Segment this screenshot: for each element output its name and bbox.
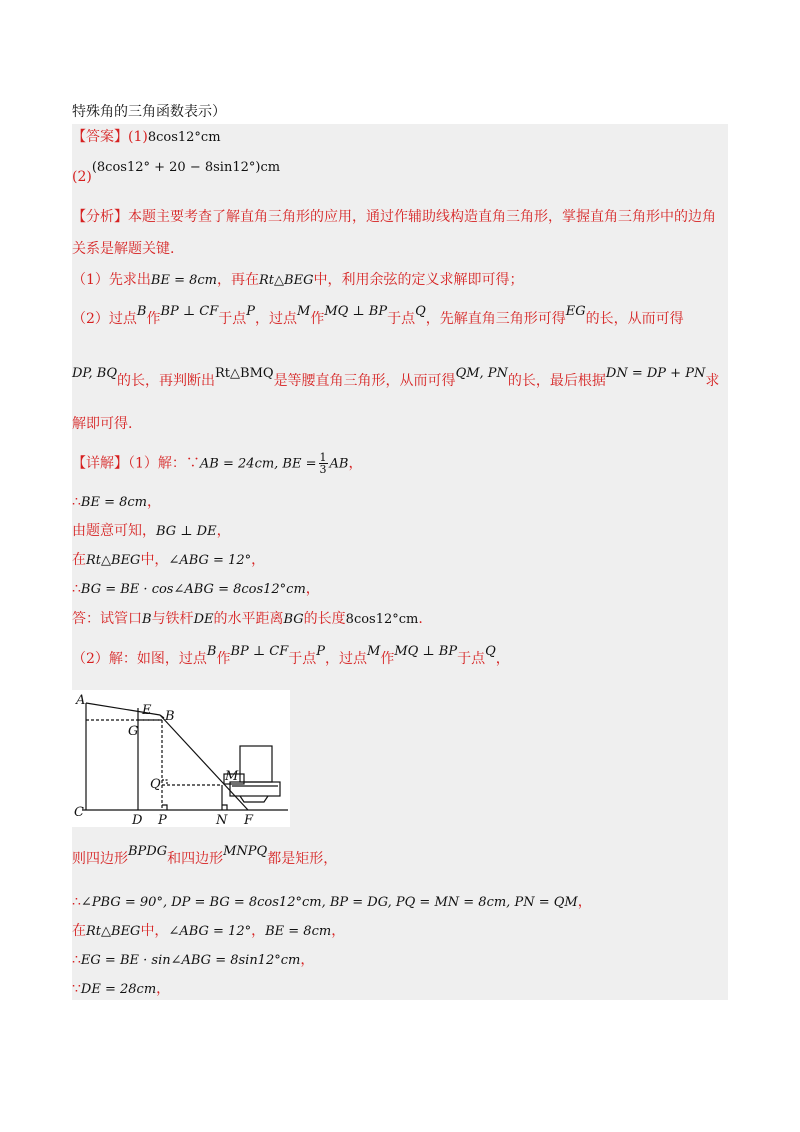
label-d: D [132, 813, 143, 827]
detail-line-3: 由题意可知，BG ⊥ DE， [72, 523, 231, 539]
detail-line-4: 在Rt△BEG中，∠ABG = 12°， [72, 552, 266, 568]
geometry-figure-svg [72, 690, 290, 827]
detail-line-12: ∵DE = 28cm， [72, 981, 171, 997]
detail-line-10: 在Rt△BEG中，∠ABG = 12°，BE = 8cm， [72, 923, 346, 939]
label-c: C [74, 805, 84, 820]
analysis-step-4: 解即可得. [72, 416, 133, 432]
detail-line-6: 答：试管口B与铁杆DE的水平距离BG的长度8cos12°cm. [72, 611, 423, 627]
analysis-line-1: 【分析】本题主要考查了解直角三角形的应用，通过作辅助线构造直角三角形，掌握直角三角形中的边角 [72, 209, 716, 225]
detail-line-9: ∴∠PBG = 90°, DP = BG = 8cos12°cm, BP = DG, PQ = MN = 8cm, PN = QM， [72, 894, 592, 910]
detail-line-2: ∴BE = 8cm， [72, 494, 162, 510]
beaker-upper [240, 746, 272, 782]
label-e: E [142, 703, 152, 718]
detail-line-5: ∴BG = BE · cos∠ABG = 8cos12°cm， [72, 581, 320, 597]
label-g: G [128, 724, 139, 739]
geometry-figure [72, 690, 290, 827]
detail-line-11: ∴EG = BE · sin∠ABG = 8sin12°cm， [72, 952, 315, 968]
detail-line-1: 【详解】（1）解：∵AB = 24cm, BE = $\frac{1}{3}$ AB， [72, 451, 363, 476]
analysis-line-2: 关系是解题关键. [72, 241, 175, 257]
analysis-step-2: （2）过点B作BP ⊥ CF于点P，过点M作MQ ⊥ BP于点Q，先解直角三角形可得EG的长，从而可得 [72, 304, 684, 327]
detail-line-7: （2）解：如图，过点B作BP ⊥ CF于点P，过点M作MQ ⊥ BP于点Q， [72, 644, 510, 667]
intro-text: 特殊角的三角函数表示） [72, 104, 226, 120]
right-angle-q [162, 780, 167, 785]
analysis-step-3: DP, BQ的长，再判断出Rt△BMQ是等腰直角三角形，从而可得QM, PN的长，最后根据DN = DP + PN求 [72, 366, 720, 389]
answer-tag: 【答案】 [72, 129, 128, 145]
label-q: Q [150, 777, 161, 792]
detail-tag: 【详解】 [72, 455, 128, 472]
label-p: P [158, 813, 167, 827]
fraction-one-third: $\frac{1}{3}$ [319, 451, 327, 476]
detail-line-8: 则四边形BPDG和四边形MNPQ都是矩形， [72, 844, 338, 867]
label-f: F [244, 813, 254, 827]
analysis-step-1: （1）先求出BE = 8cm，再在Rt△BEG中，利用余弦的定义求解即可得； [72, 272, 524, 288]
answer-line-2: (2)(8cos12° + 20 − 8sin12°)cm [72, 160, 281, 185]
label-m: M [225, 769, 239, 784]
right-angle-n [222, 805, 227, 810]
label-a: A [76, 693, 86, 708]
analysis-tag: 【分析】 [72, 209, 128, 225]
label-b: B [165, 709, 175, 724]
answer-line-1: 【答案】(1)8cos12°cm [72, 129, 221, 145]
burner-base [240, 796, 268, 802]
label-n: N [216, 813, 228, 827]
right-angle-p [162, 805, 167, 810]
